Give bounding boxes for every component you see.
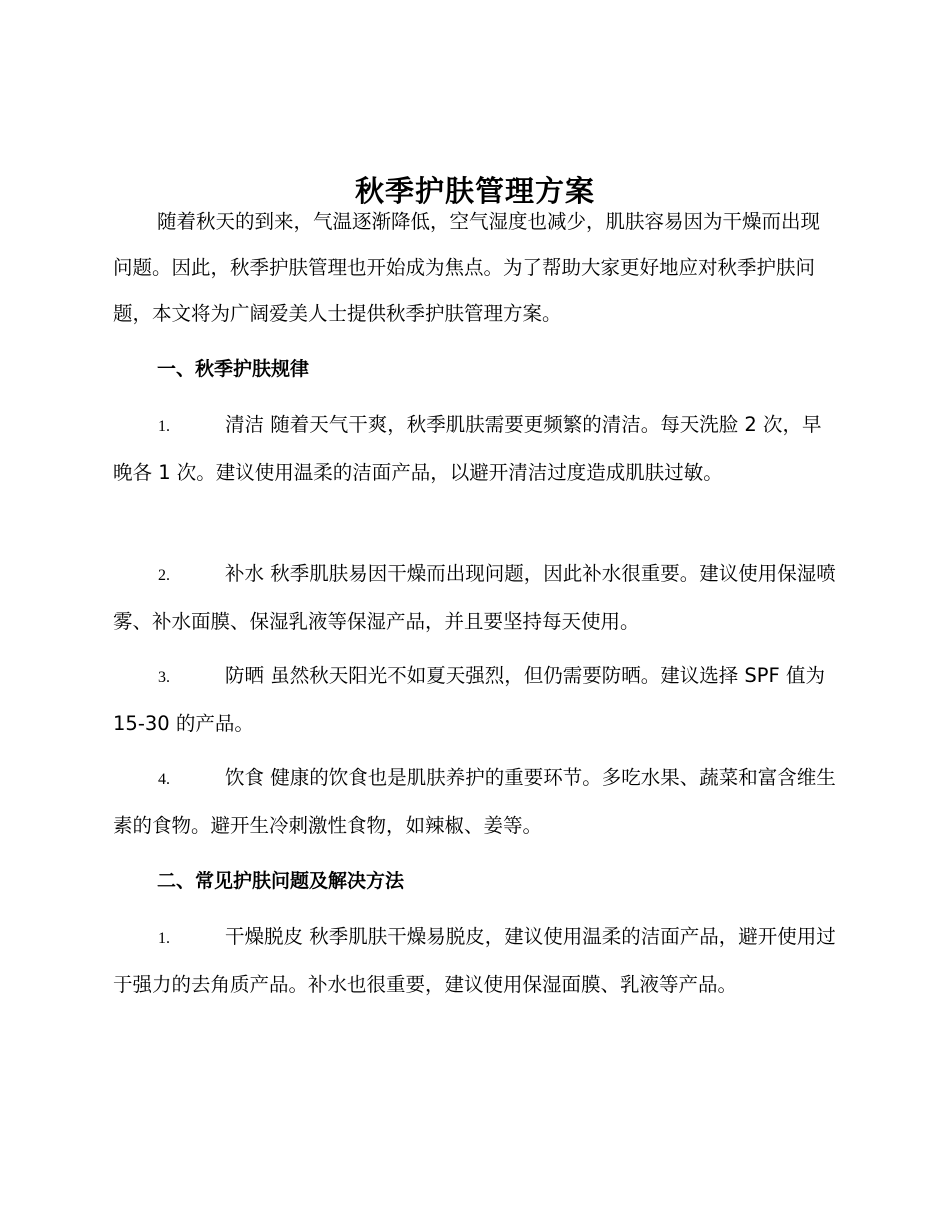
section-heading-problems: 二、常见护肤问题及解决方法 [157,870,405,892]
list-item-number: 1. [158,418,170,435]
list-item [113,653,838,747]
list-item-number: 1. [158,930,170,947]
list-item-text: 干燥脱皮 秋季肌肤干燥易脱皮，建议使用温柔的洁面产品，避开使用过于强力的去角质产品。补水也很重要，建议使用保湿面膜、乳液等产品。 [113,925,836,996]
list-item-number: 4. [158,771,170,788]
list-item-number: 2. [158,567,170,584]
list-item [113,402,838,496]
list-item [113,551,838,645]
section-heading-rules: 一、秋季护肤规律 [157,358,310,380]
document-title: 秋季护肤管理方案 [354,174,595,209]
list-item-text: 清洁 随着天气干爽，秋季肌肤需要更频繁的清洁。每天洗脸 2 次，早晚各 1 次。建议使用温柔的洁面产品，以避开清洁过度造成肌肤过敏。 [113,413,822,484]
list-item [113,755,838,849]
list-item-text: 补水 秋季肌肤易因干燥而出现问题，因此补水很重要。建议使用保湿喷雾、补水面膜、保湿乳液等保湿产品，并且要坚持每天使用。 [113,562,836,633]
list-item-text: 防晒 虽然秋天阳光不如夏天强烈，但仍需要防晒。建议选择 SPF 值为 15-30 的产品。 [113,664,825,735]
list-item-text: 饮食 健康的饮食也是肌肤养护的重要环节。多吃水果、蔬菜和富含维生素的食物。避开生冷刺激性食物，如辣椒、姜等。 [113,766,836,837]
list-item-number: 3. [158,669,170,686]
list-item [113,914,838,1008]
intro-paragraph: 随着秋天的到来，气温逐渐降低，空气湿度也减少，肌肤容易因为干燥而出现问题。因此，秋季护肤管理也开始成为焦点。为了帮助大家更好地应对秋季护肤问题，本文将为广阔爱美人士提供秋季护肤管理方案。 [113,210,821,325]
